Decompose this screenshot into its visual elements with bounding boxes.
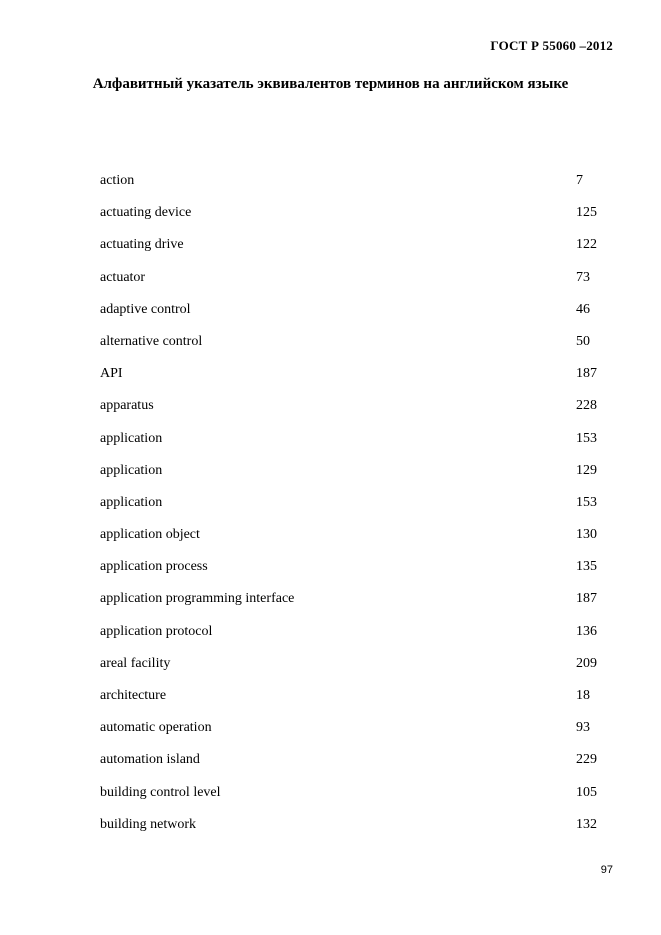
document-code: ГОСТ Р 55060 –2012 xyxy=(490,38,613,53)
index-entry xyxy=(100,295,620,327)
index-page-ref: 132 xyxy=(576,816,597,832)
index-page-ref: 130 xyxy=(576,527,597,543)
index-term: building network xyxy=(100,816,197,832)
index-page-ref: 122 xyxy=(576,237,597,253)
index-term: application object xyxy=(100,527,200,543)
index-term: architecture xyxy=(100,688,167,703)
index-term: application xyxy=(100,430,163,446)
index-term: automation island xyxy=(100,752,200,768)
index-page-ref: 228 xyxy=(576,398,597,414)
index-entry xyxy=(100,778,620,810)
index-page-ref: 50 xyxy=(576,333,590,349)
index-entry xyxy=(100,327,620,359)
index-entry xyxy=(100,649,620,681)
index-term: areal facility xyxy=(100,655,171,671)
index-entry xyxy=(100,424,620,456)
index-term: application xyxy=(100,494,163,510)
index-entry xyxy=(100,520,620,552)
index-entry xyxy=(100,617,620,649)
index-term: application xyxy=(100,462,163,478)
index-entry xyxy=(100,198,620,230)
index-entry xyxy=(100,713,620,745)
index-page-ref: 93 xyxy=(576,720,590,736)
index-term: automatic operation xyxy=(100,720,212,736)
index-page-ref: 187 xyxy=(576,366,597,382)
index-page-ref: 73 xyxy=(576,269,590,285)
index-term: actuating device xyxy=(100,205,192,221)
index-page-ref: 7 xyxy=(576,173,583,188)
index-page-ref: 135 xyxy=(576,559,597,575)
index-term: actuator xyxy=(100,269,146,285)
page-number: 97 xyxy=(600,864,613,876)
index-page-ref: 46 xyxy=(576,301,590,317)
index-page-ref: 209 xyxy=(576,655,597,671)
index-entry xyxy=(100,584,620,616)
index-term: adaptive control xyxy=(100,301,191,317)
index-page-ref: 153 xyxy=(576,494,597,510)
index-term: alternative control xyxy=(100,333,203,349)
index-entry xyxy=(100,263,620,295)
index-term: action xyxy=(100,173,135,188)
index-page-ref: 153 xyxy=(576,430,597,446)
index-entry xyxy=(100,391,620,423)
index-page-ref: 187 xyxy=(576,591,597,607)
index-entry xyxy=(100,745,620,777)
index-entry xyxy=(100,166,620,198)
index-entry xyxy=(100,230,620,262)
index-page-ref: 136 xyxy=(576,623,597,639)
index-term: API xyxy=(100,366,123,382)
index-page-ref: 129 xyxy=(576,462,597,478)
index-page-ref: 105 xyxy=(576,784,597,800)
index-entry xyxy=(100,488,620,520)
index-entry xyxy=(100,681,620,713)
index-page-ref: 18 xyxy=(576,688,590,703)
index-entry xyxy=(100,359,620,391)
index-term: application programming interface xyxy=(100,591,295,607)
index-page-ref: 125 xyxy=(576,205,597,221)
index-term: apparatus xyxy=(100,398,154,414)
index-title: Алфавитный указатель эквивалентов терминов на английском языке xyxy=(92,76,569,92)
index-term: building control level xyxy=(100,784,221,800)
index-entry xyxy=(100,552,620,584)
index-list xyxy=(100,166,620,842)
index-term: application protocol xyxy=(100,623,213,639)
index-entry xyxy=(100,456,620,488)
index-term: actuating drive xyxy=(100,237,184,253)
index-entry xyxy=(100,810,620,842)
index-page-ref: 229 xyxy=(576,752,597,768)
index-term: application process xyxy=(100,559,208,575)
